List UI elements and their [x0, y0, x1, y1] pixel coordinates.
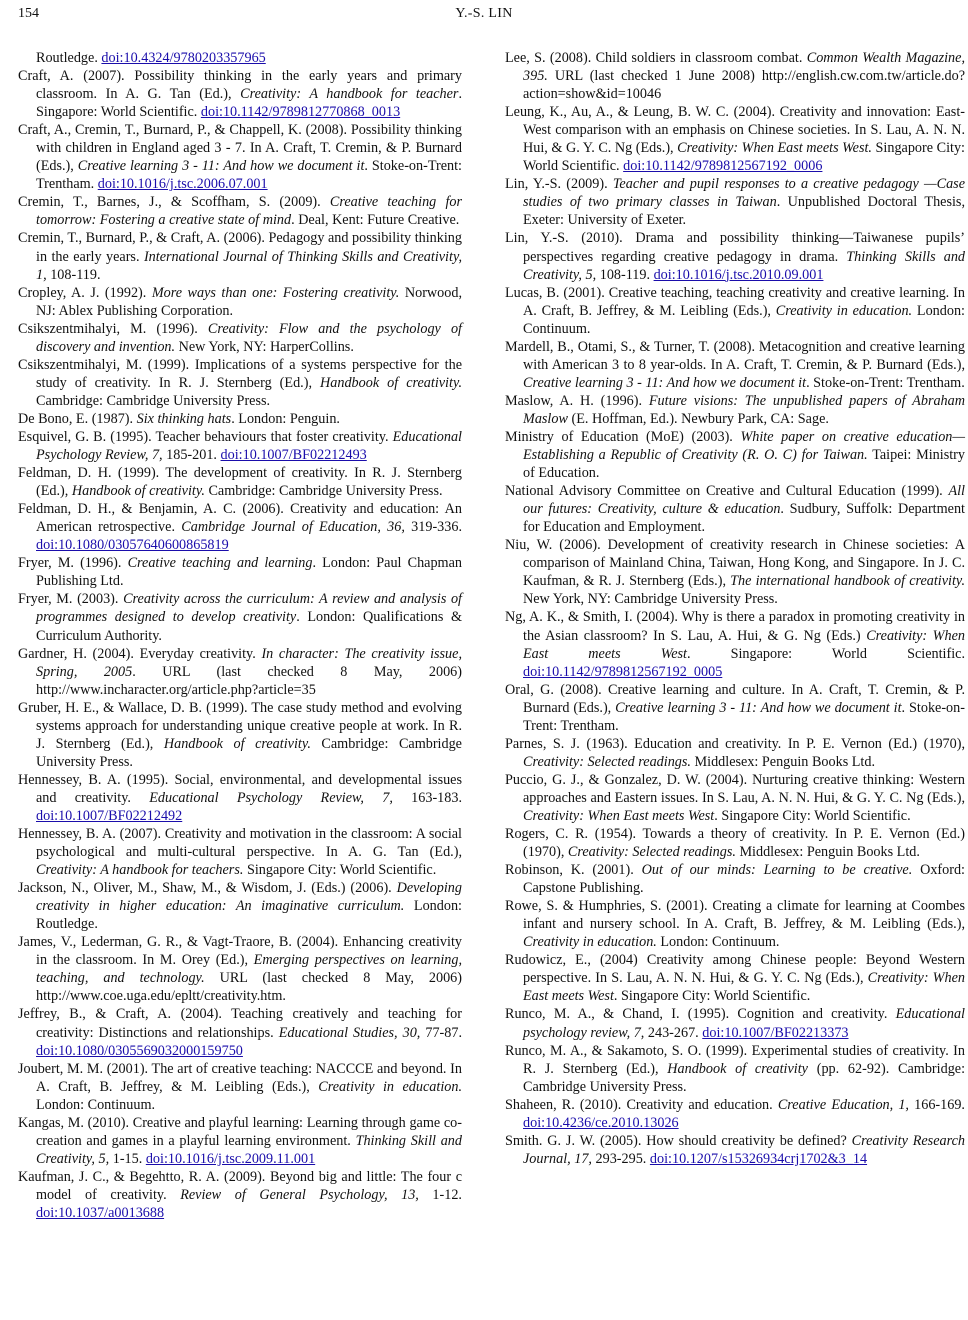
- reference-text: Csikszentmihalyi, M. (1999). Implications of a systems perspective for the study of creativity. In R. J. Sternberg (Ed.),: [18, 356, 462, 391]
- reference-source-title: Creative teaching and learning: [127, 555, 313, 572]
- reference-text: . London: Paul Chapman Publishing Ltd.: [36, 555, 462, 590]
- reference-text: . London: Qualifications & Curriculum Authority.: [36, 609, 462, 644]
- reference-text: . Singapore: World Scientific.: [686, 645, 965, 662]
- reference-text: Jackson, N., Oliver, M., Shaw, M., & Wisdom, J. (Eds.) (2006).: [18, 880, 397, 897]
- reference-entry: [18, 428, 462, 464]
- doi-link[interactable]: doi:10.4236/ce.2010.13026: [523, 1114, 679, 1131]
- reference-text: Gardner, H. (2004). Everyday creativity.: [18, 645, 262, 662]
- reference-text: Cremin, T., Burnard, P., & Craft, A. (2006). Pedagogy and possibility thinking in the early years.: [18, 230, 462, 265]
- doi-link[interactable]: doi:10.1207/s15326934crj1702&3_14: [649, 1150, 868, 1167]
- reference-entry: [18, 699, 462, 771]
- reference-text: New York, NY: Cambridge University Press.: [523, 591, 778, 608]
- doi-link[interactable]: doi:10.1142/9789812770868_0013: [200, 104, 401, 121]
- reference-entry: [18, 410, 462, 428]
- reference-text: Kangas, M. (2010). Creative and playful learning: Learning through game co-creation and games in a playful learning environment.: [18, 1114, 462, 1149]
- reference-text: Niu, W. (2006). Development of creativity research in Chinese societies: A comparison of Mainland China, Taiwan, Hong Kong, and Singapore. In J. C. Kaufman, & R. J. Sternberg (Eds.),: [505, 537, 965, 590]
- reference-source-title: Creativity in education.: [318, 1078, 463, 1095]
- reference-entry: [505, 681, 965, 735]
- reference-source-title: Educational Studies, 30,: [278, 1024, 421, 1041]
- reference-source-title: Creativity in education.: [523, 934, 657, 951]
- reference-source-title: Creativity: Selected readings.: [567, 844, 736, 861]
- reference-text: London: Continuum.: [523, 302, 965, 337]
- reference-entry: [505, 951, 965, 1005]
- reference-text: Parnes, S. J. (1963). Education and creativity. In P. E. Vernon (Ed.) (1970),: [505, 735, 965, 752]
- reference-source-title: In character: The creativity issue, Spring, 2005: [36, 645, 462, 680]
- reference-text: 1-12.: [418, 1186, 462, 1203]
- reference-text: Fryer, M. (2003).: [18, 591, 124, 608]
- references-left-column: [18, 49, 462, 1222]
- reference-source-title: Emerging perspectives on learning, teaching, and technology.: [36, 952, 462, 987]
- reference-text: URL (last checked 8 May, 2006) http://www.coe.uga.edu/epltt/creativity.htm.: [36, 970, 462, 1005]
- reference-text: 319-336.: [404, 519, 462, 536]
- reference-entry: [18, 771, 462, 825]
- reference-text: Cambridge: Cambridge University Press.: [36, 735, 462, 770]
- reference-text: Lucas, B. (2001). Creative teaching, teaching creativity and creative learning. In A. Craft, B. Jeffrey, & M. Leibling (Eds.),: [505, 284, 965, 319]
- reference-text: (E. Hoffman, Ed.). Newbury Park, CA: Sage.: [567, 410, 829, 427]
- reference-entry: [18, 1114, 462, 1168]
- reference-entry: [505, 861, 965, 897]
- reference-source-title: Creative learning 3 - 11: And how we document it: [77, 158, 365, 175]
- reference-text: Joubert, M. M. (2001). The art of creative teaching: NACCCE and beyond. In A. Craft, B. Jeffrey, & M. Leibling (Eds.),: [18, 1060, 462, 1095]
- reference-entry: [18, 464, 462, 500]
- reference-text: Mardell, B., Otami, S., & Turner, T. (2008). Metacognition and creative learning with American 3 to 8 year-olds. In A. Craft, T. Cremin, & P. Burnard (Eds.),: [505, 338, 965, 373]
- doi-link[interactable]: doi:10.4324/9780203357965: [101, 50, 266, 66]
- reference-source-title: Six thinking hats: [136, 410, 232, 427]
- reference-text: Middlesex: Penguin Books Ltd.: [735, 844, 920, 861]
- doi-link[interactable]: doi:10.1007/BF02213373: [702, 1024, 849, 1041]
- reference-text: URL (last checked 1 June 2008) http://english.cw.com.tw/article.do?action=show&id=10046: [523, 68, 965, 103]
- reference-source-title: Cambridge Journal of Education, 36,: [181, 519, 405, 536]
- reference-text: Hennessey, B. A. (1995). Social, environmental, and developmental issues and creativity.: [18, 771, 462, 806]
- reference-text: . Stoke-on-Trent: Trentham.: [523, 699, 965, 734]
- reference-entry: [18, 193, 462, 229]
- reference-source-title: More ways than one: Fostering creativity.: [151, 284, 400, 301]
- reference-source-title: Out of our minds: Learning to be creative.: [641, 862, 913, 879]
- reference-text: Robinson, K. (2001).: [505, 862, 642, 879]
- reference-entry: [18, 49, 462, 67]
- reference-text: De Bono, E. (1987).: [18, 410, 137, 427]
- reference-source-title: Educational Psychology Review, 7,: [149, 789, 393, 806]
- doi-link[interactable]: doi:10.1080/0305569032000159750: [36, 1042, 243, 1059]
- reference-text: 1-15.: [109, 1150, 146, 1167]
- reference-source-title: Creativity: When East meets West: [523, 627, 965, 662]
- doi-link[interactable]: doi:10.1007/BF02212492: [36, 807, 183, 824]
- doi-link[interactable]: doi:10.1007/BF02212493: [220, 447, 367, 464]
- reference-entry: [18, 284, 462, 320]
- reference-entry: [18, 825, 462, 879]
- reference-source-title: Creativity in education.: [775, 302, 913, 319]
- reference-text: . Sudbury, Suffolk: Department for Education and Employment.: [523, 501, 965, 536]
- reference-text: Routledge.: [36, 50, 102, 66]
- reference-entry: [505, 392, 965, 428]
- reference-source-title: The international handbook of creativity.: [730, 573, 965, 590]
- reference-text: Esquivel, G. B. (1995). Teacher behaviours that foster creativity.: [18, 428, 393, 445]
- reference-entry: [505, 1005, 965, 1041]
- reference-text: Lin, Y.-S. (2009).: [505, 176, 613, 193]
- reference-source-title: Thinking Skill and Creativity, 5,: [36, 1132, 462, 1167]
- reference-entry: [18, 356, 462, 410]
- reference-text: Cambridge: Cambridge University Press.: [36, 392, 271, 409]
- reference-text: Fryer, M. (1996).: [18, 555, 128, 572]
- reference-entry: [18, 1060, 462, 1114]
- reference-text: Rowe, S. & Humphries, S. (2001). Creating a climate for learning at Coombes infant and nursery school. In A. Craft, B. Jeffrey, & M. Leibling (Eds.),: [505, 898, 965, 933]
- reference-source-title: Creativity: A handbook for teacher: [240, 86, 459, 103]
- reference-text: . Singapore: World Scientific.: [36, 86, 462, 121]
- doi-link[interactable]: doi:10.1142/9789812567192_0006: [623, 158, 823, 175]
- doi-link[interactable]: doi:10.1142/9789812567192_0005: [523, 663, 723, 680]
- reference-text: Rogers, C. R. (1954). Towards a theory of creativity. In P. E. Vernon (Ed.) (1970),: [505, 826, 965, 861]
- doi-link[interactable]: doi:10.1016/j.tsc.2006.07.001: [97, 176, 268, 193]
- reference-text: London: Routledge.: [36, 898, 462, 933]
- page-number: 154: [18, 6, 39, 21]
- reference-text: New York, NY: HarperCollins.: [175, 338, 354, 355]
- reference-text: James, V., Lederman, G. R., & Vagt-Traore, B. (2004). Enhancing creativity in the classroom. In M. Orey (Ed.),: [18, 934, 462, 969]
- reference-text: . Stoke-on-Trent: Trentham.: [36, 158, 462, 193]
- reference-text: Singapore City: World Scientific.: [243, 862, 437, 879]
- reference-entry: [505, 1096, 965, 1132]
- reference-source-title: Creative Education, 1,: [777, 1096, 909, 1113]
- reference-entry: [505, 608, 965, 680]
- running-head: Y.-S. LIN: [455, 6, 513, 21]
- reference-text: Lee, S. (2008). Child soldiers in classroom combat.: [505, 50, 807, 66]
- reference-entry: [18, 121, 462, 193]
- reference-entry: [18, 554, 462, 590]
- reference-text: 293-295.: [591, 1150, 650, 1167]
- reference-text: Rudowicz, E., (2004) Creativity among Chinese people: Beyond Western perspective. In S. Lau, A. N. N. Hui, & G. Y. C. Ng (Eds.),: [505, 952, 965, 987]
- reference-entry: [505, 482, 965, 536]
- reference-entry: [505, 338, 965, 392]
- reference-source-title: Creativity: A handbook for teachers.: [36, 862, 244, 879]
- reference-text: . Singapore City: World Scientific.: [613, 988, 811, 1005]
- reference-source-title: Handbook of creativity.: [163, 735, 311, 752]
- reference-text: Shaheen, R. (2010). Creativity and education.: [505, 1096, 778, 1113]
- reference-entry: [505, 103, 965, 175]
- reference-source-title: Educational psychology review, 7,: [523, 1006, 965, 1041]
- reference-text: Cremin, T., Barnes, J., & Scoffham, S. (2009).: [18, 194, 330, 211]
- reference-source-title: Educational Psychology Review, 7,: [36, 428, 462, 464]
- reference-entry: [18, 933, 462, 1005]
- reference-text: 108-119.: [596, 266, 654, 283]
- reference-entry: [18, 500, 462, 554]
- reference-source-title: Common Wealth Magazine, 395.: [523, 50, 965, 85]
- reference-text: Middlesex: Penguin Books Ltd.: [690, 753, 876, 770]
- reference-text: 185-201.: [162, 447, 221, 464]
- doi-link[interactable]: doi:10.1080/03057640600865819: [36, 537, 229, 554]
- reference-text: Cropley, A. J. (1992).: [18, 284, 152, 301]
- doi-link[interactable]: doi:10.1016/j.tsc.2010.09.001: [653, 266, 824, 283]
- reference-entry: [505, 735, 965, 771]
- reference-text: . Stoke-on-Trent: Trentham.: [806, 374, 965, 391]
- reference-entry: [505, 49, 965, 103]
- reference-text: Kaufman, J. C., & Begehtto, R. A. (2009). Beyond big and little: The four c model of creativity.: [18, 1168, 462, 1203]
- reference-source-title: Teacher and pupil responses to a creative pedagogy —Case studies of two primary classes in Taiwan: [523, 176, 965, 211]
- reference-text: Oral, G. (2008). Creative learning and culture. In A. Craft, T. Cremin, & P. Burnard (Eds.),: [505, 681, 965, 716]
- reference-text: Feldman, D. H., & Benjamin, A. C. (2006). Creativity and education: An American retrospective.: [18, 501, 462, 536]
- reference-text: . Singapore City: World Scientific.: [714, 807, 911, 824]
- reference-entry: [505, 175, 965, 229]
- reference-text: Ministry of Education (MoE) (2003).: [505, 428, 741, 445]
- reference-text: Cambridge: Cambridge University Press.: [204, 483, 443, 500]
- reference-source-title: Developing creativity in higher education: An imaginative curriculum.: [36, 880, 462, 915]
- reference-text: Oxford: Capstone Publishing.: [523, 862, 966, 897]
- reference-text: Csikszentmihalyi, M. (1996).: [18, 320, 208, 337]
- reference-text: Maslow, A. H. (1996).: [505, 392, 649, 409]
- reference-text: Lin, Y.-S. (2010). Drama and possibility thinking—Taiwanese pupils’ perspectives regarding creative pedagogy in drama.: [505, 230, 965, 265]
- reference-text: . London: Penguin.: [231, 410, 340, 427]
- reference-text: National Advisory Committee on Creative and Cultural Education (1999).: [505, 483, 949, 500]
- reference-text: Hennessey, B. A. (2007). Creativity and motivation in the classroom: A social psychological and multi-cultural perspective. In A. G. Tan (Ed.),: [18, 826, 462, 861]
- page-header: [0, 6, 968, 26]
- reference-text: Gruber, H. E., & Wallace, D. B. (1999). The case study method and evolving systems approach for understanding unique creative people at work. In R. J. Sternberg (Ed.),: [18, 699, 462, 752]
- reference-text: (pp. 62-92). Cambridge: Cambridge University Press.: [523, 1060, 966, 1095]
- reference-entry: [505, 1132, 965, 1168]
- reference-entry: [18, 67, 462, 121]
- reference-entry: [505, 825, 965, 861]
- reference-text: 77-87.: [420, 1024, 463, 1041]
- reference-source-title: All our futures: Creativity, culture & education: [523, 483, 965, 518]
- reference-source-title: Thinking Skills and Creativity, 5,: [523, 248, 966, 283]
- reference-entry: [505, 229, 965, 283]
- reference-text: Craft, A. (2007). Possibility thinking in the early years and primary classroom. In A. G. Tan (Ed.),: [18, 68, 462, 103]
- reference-entry: [18, 590, 462, 644]
- reference-entry: [505, 428, 965, 482]
- reference-entry: [18, 879, 462, 933]
- doi-link[interactable]: doi:10.1037/a0013688: [36, 1205, 165, 1221]
- reference-source-title: Creative learning 3 - 11: And how we document it: [523, 374, 807, 391]
- reference-source-title: Creativity: When East meets West: [523, 970, 965, 1005]
- references-right-column: [505, 49, 965, 1168]
- reference-source-title: Creative learning 3 - 11: And how we document it: [615, 699, 902, 716]
- reference-entry: [505, 536, 965, 608]
- reference-text: London: Continuum.: [656, 934, 780, 951]
- reference-text: 243-267.: [644, 1024, 703, 1041]
- reference-entry: [18, 1005, 462, 1059]
- reference-text: Runco, M. A., & Sakamoto, S. O. (1999). Experimental studies of creativity. In R. J. Sternberg (Ed.),: [505, 1042, 965, 1077]
- reference-entry: [505, 771, 965, 825]
- reference-source-title: Handbook of creativity.: [320, 374, 463, 391]
- reference-text: Ng, A. K., & Smith, I. (2004). Why is there a paradox in promoting creativity in the Asian classroom? In S. Lau, A. Hui, & G. Ng (Eds.): [505, 609, 965, 644]
- reference-text: Taipei: Ministry of Education.: [523, 447, 965, 482]
- reference-entry: [18, 645, 462, 699]
- reference-source-title: White paper on creative education—Establishing a Republic of Creativity (R. O. C) for Taiwan.: [523, 428, 965, 464]
- reference-source-title: Creativity: Selected readings.: [523, 753, 691, 770]
- reference-text: . URL (last checked 8 May, 2006) http://www.incharacter.org/article.php?article=35: [36, 663, 462, 698]
- reference-text: Singapore City: World Scientific.: [523, 140, 965, 175]
- reference-source-title: Creativity Research Journal, 17,: [523, 1132, 965, 1167]
- reference-source-title: Creativity: Flow and the psychology of discovery and invention.: [36, 320, 462, 355]
- reference-source-title: International Journal of Thinking Skills and Creativity, 1,: [36, 248, 463, 283]
- reference-entry: [18, 1168, 462, 1222]
- reference-source-title: Handbook of creativity.: [71, 483, 205, 500]
- reference-source-title: Creativity across the curriculum: A review and analysis of programmes designed to develop creativity: [36, 591, 462, 626]
- reference-entry: [18, 229, 462, 283]
- reference-entry: [505, 284, 965, 338]
- reference-source-title: Creative teaching for tomorrow: Fostering a creative state of mind: [36, 194, 462, 229]
- reference-text: 108-119.: [46, 266, 101, 283]
- doi-link[interactable]: doi:10.1016/j.tsc.2009.11.001: [145, 1150, 316, 1167]
- reference-text: . Unpublished Doctoral Thesis, Exeter: University of Exeter.: [523, 194, 965, 229]
- reference-text: Leung, K., Au, A., & Leung, B. W. C. (2004). Creativity and innovation: East-West comparison with an emphasis on Chinese societies. In S. Lau, A. N. N. Hui, & G. Y. C. Ng (Eds.),: [505, 104, 965, 157]
- reference-text: London: Continuum.: [36, 1096, 156, 1113]
- reference-text: 163-183.: [392, 789, 462, 806]
- reference-text: . Deal, Kent: Future Creative.: [291, 212, 460, 229]
- reference-text: Puccio, G. J., & Gonzalez, D. W. (2004). Nurturing creative thinking: Western approaches and Eastern issues. In S. Lau, A. N. N. Hui, & G. Y. C. Ng (Eds.),: [505, 771, 965, 806]
- reference-text: Runco, M. A., & Chand, I. (1995). Cognition and creativity.: [505, 1006, 896, 1023]
- reference-entry: [18, 320, 462, 356]
- reference-text: Norwood, NJ: Ablex Publishing Corporation.: [36, 284, 462, 319]
- reference-text: Craft, A., Cremin, T., Burnard, P., & Chappell, K. (2008). Possibility thinking with children in England aged 3 - 7. In A. Craft, T. Cremin, & P. Burnard (Eds.),: [18, 122, 462, 175]
- reference-text: Jeffrey, B., & Craft, A. (2004). Teaching creatively and teaching for creativity: Distinctions and relationships.: [18, 1006, 462, 1041]
- reference-source-title: Review of General Psychology, 13,: [180, 1186, 419, 1203]
- reference-text: 166-169.: [908, 1096, 965, 1113]
- reference-entry: [505, 1042, 965, 1096]
- reference-entry: [505, 897, 965, 951]
- reference-source-title: Creativity: When East meets West.: [677, 140, 872, 157]
- reference-text: Smith. G. J. W. (2005). How should creativity be defined?: [505, 1132, 852, 1149]
- reference-text: Feldman, D. H. (1999). The development of creativity. In R. J. Sternberg (Ed.),: [18, 465, 462, 500]
- reference-source-title: Future visions: The unpublished papers of Abraham Maslow: [523, 392, 965, 427]
- reference-source-title: Creativity: When East meets West: [523, 807, 715, 824]
- reference-source-title: Handbook of creativity: [667, 1060, 808, 1077]
